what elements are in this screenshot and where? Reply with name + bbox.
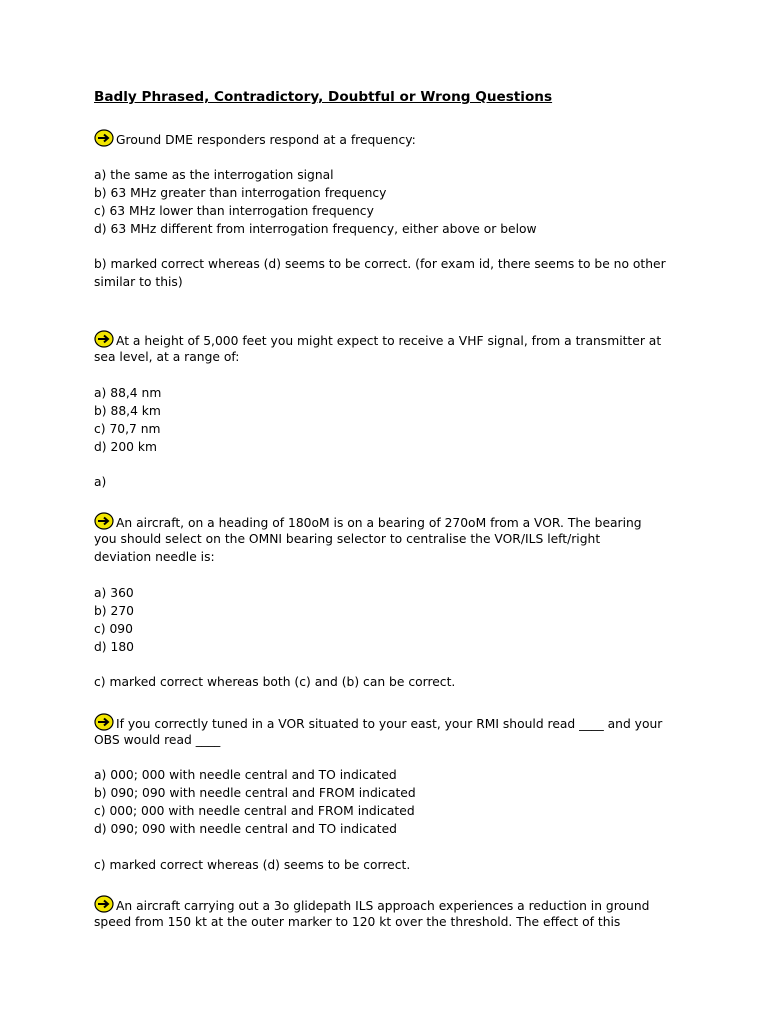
comment-line: similar to this)	[94, 275, 183, 289]
question-text-line: Ground DME responders respond at a frequency:	[116, 133, 416, 147]
question-3	[94, 512, 694, 566]
question-2-options	[94, 384, 694, 456]
question-4	[94, 713, 694, 749]
question-3-options	[94, 584, 694, 656]
question-1-comment	[94, 255, 694, 291]
page-title: Badly Phrased, Contradictory, Doubtful or Wrong Questions	[94, 89, 553, 105]
arrow-right-circle-icon	[94, 713, 114, 731]
option: a) 360	[94, 586, 134, 600]
option: a) 000; 000 with needle central and TO indicated	[94, 768, 397, 782]
option: c) 000; 000 with needle central and FROM indicated	[94, 804, 415, 818]
comment-line: c) marked correct whereas (d) seems to be correct.	[94, 858, 411, 872]
question-text-line: speed from 150 kt at the outer marker to 120 kt over the threshold. The effect of this	[94, 915, 621, 929]
question-text-line: An aircraft, on a heading of 180oM is on a bearing of 270oM from a VOR. The bearing	[116, 516, 642, 530]
comment-line: a)	[94, 475, 107, 489]
question-text-line: deviation needle is:	[94, 550, 215, 564]
option: d) 200 km	[94, 440, 157, 454]
option: c) 63 MHz lower than interrogation frequency	[94, 204, 374, 218]
question-text-line: you should select on the OMNI bearing selector to centralise the VOR/ILS left/right	[94, 532, 601, 546]
arrow-right-circle-icon	[94, 512, 114, 530]
option: b) 270	[94, 604, 134, 618]
question-text-line: OBS would read ____	[94, 733, 221, 747]
option: a) the same as the interrogation signal	[94, 168, 334, 182]
option: b) 63 MHz greater than interrogation frequency	[94, 186, 387, 200]
option: d) 63 MHz different from interrogation frequency, either above or below	[94, 222, 537, 236]
question-text-line: At a height of 5,000 feet you might expect to receive a VHF signal, from a transmitter at	[116, 334, 662, 348]
question-4-comment	[94, 856, 694, 874]
option: d) 180	[94, 640, 134, 654]
question-2	[94, 330, 694, 366]
question-text-line: sea level, at a range of:	[94, 350, 240, 364]
option: c) 090	[94, 622, 133, 636]
question-5	[94, 895, 694, 931]
option: b) 88,4 km	[94, 404, 161, 418]
question-1-options	[94, 166, 694, 238]
arrow-right-circle-icon	[94, 129, 114, 147]
option: b) 090; 090 with needle central and FROM indicated	[94, 786, 416, 800]
comment-line: c) marked correct whereas both (c) and (b) can be correct.	[94, 675, 456, 689]
option: d) 090; 090 with needle central and TO indicated	[94, 822, 397, 836]
option: c) 70,7 nm	[94, 422, 161, 436]
arrow-right-circle-icon	[94, 330, 114, 348]
option: a) 88,4 nm	[94, 386, 162, 400]
question-1	[94, 129, 694, 147]
question-text-line: If you correctly tuned in a VOR situated to your east, your RMI should read ____ and your	[116, 717, 663, 731]
question-2-comment	[94, 473, 694, 491]
question-4-options	[94, 766, 694, 838]
question-text-line: An aircraft carrying out a 3o glidepath ILS approach experiences a reduction in ground	[116, 899, 650, 913]
comment-line: b) marked correct whereas (d) seems to be correct. (for exam id, there seems to be no other	[94, 257, 666, 271]
arrow-right-circle-icon	[94, 895, 114, 913]
question-3-comment	[94, 673, 694, 691]
